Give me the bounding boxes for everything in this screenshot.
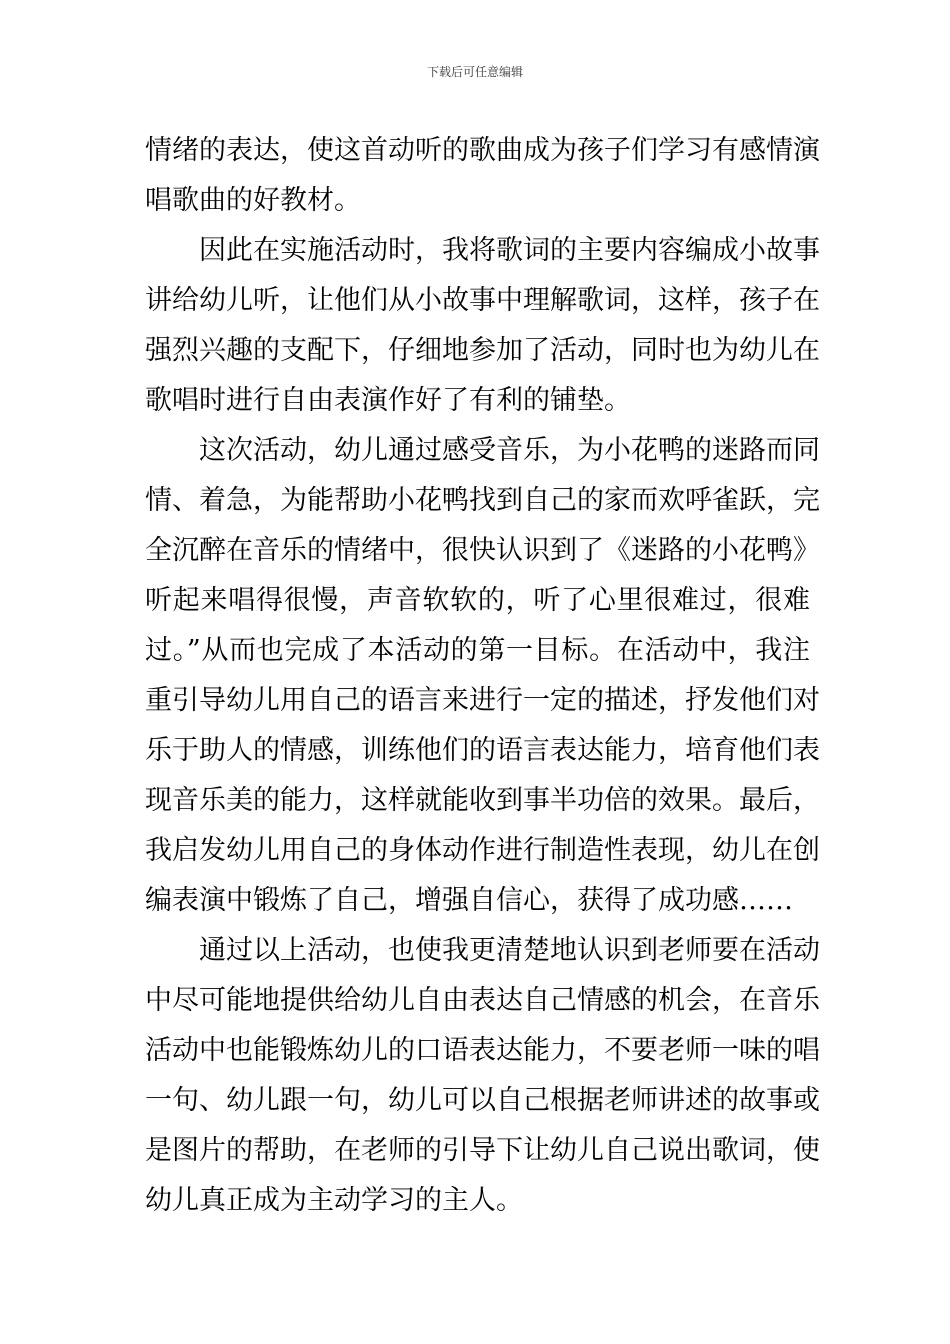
paragraph-3-line-9: 我启发幼儿用自己的身体动作进行制造性表现，幼儿在创 (145, 835, 820, 866)
paragraph-2-line-4: 歌唱时进行自由表演作好了有利的铺垫。 (145, 385, 631, 416)
document-body (145, 126, 820, 1226)
paragraph-3-line-7: 乐于助人的情感，训练他们的语言表达能力，培育他们表 (145, 735, 820, 766)
paragraph-3-line-1: 这次活动，幼儿通过感受音乐，为小花鸭的迷路而同 (199, 435, 820, 466)
paragraph-3-line-2: 情、着急，为能帮助小花鸭找到自己的家而欢呼雀跃，完 (145, 485, 820, 516)
paragraph-3-line-6: 重引导幼儿用自己的语言来进行一定的描述，抒发他们对 (145, 685, 820, 716)
paragraph-4-line-4: 一句、幼儿跟一句，幼儿可以自己根据老师讲述的故事或 (145, 1085, 820, 1116)
paragraph-1-line-2: 唱歌曲的好教材。 (145, 185, 361, 216)
paragraph-4-line-1: 通过以上活动，也使我更清楚地认识到老师要在活动 (199, 935, 820, 966)
paragraph-4-line-6: 幼儿真正成为主动学习的主人。 (145, 1185, 523, 1216)
paragraph-4-line-5: 是图片的帮助，在老师的引导下让幼儿自己说出歌词，使 (145, 1135, 820, 1166)
paragraph-4-line-3: 活动中也能锻炼幼儿的口语表达能力，不要老师一味的唱 (145, 1035, 820, 1066)
paragraph-3-line-5: 过。”从而也完成了本活动的第一目标。在活动中，我注 (145, 635, 810, 666)
paragraph-3-line-3: 全沉醉在音乐的情绪中，很快认识到了《迷路的小花鸭》 (145, 535, 820, 566)
paragraph-3-line-4: 听起来唱得很慢，声音软软的，听了心里很难过，很难 (145, 585, 810, 616)
paragraph-3-line-8: 现音乐美的能力，这样就能收到事半功倍的效果。最后， (145, 785, 820, 816)
paragraph-2-line-3: 强烈兴趣的支配下，仔细地参加了活动，同时也为幼儿在 (145, 335, 820, 366)
page-header: 下载后可任意编辑 (426, 65, 523, 79)
paragraph-2-line-2: 讲给幼儿听，让他们从小故事中理解歌词，这样，孩子在 (145, 285, 820, 316)
paragraph-3-line-10: 编表演中锻炼了自己，增强自信心，获得了成功感…… (145, 885, 793, 916)
paragraph-2-line-1: 因此在实施活动时，我将歌词的主要内容编成小故事 (199, 235, 820, 266)
paragraph-1-line-1: 情绪的表达，使这首动听的歌曲成为孩子们学习有感情演 (145, 135, 820, 166)
paragraph-4-line-2: 中尽可能地提供给幼儿自由表达自己情感的机会，在音乐 (145, 985, 820, 1016)
